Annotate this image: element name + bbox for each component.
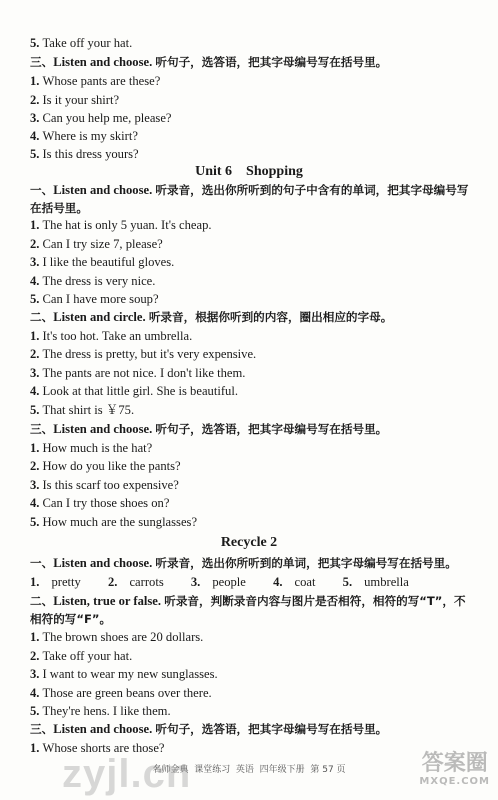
list-item: 3. Is this scarf too expensive? <box>30 478 179 492</box>
section-heading: 三、Listen and choose. 听句子，选答语，把其字母编号写在括号里。 <box>30 55 388 69</box>
list-item: 5. That shirt is ￥75. <box>30 403 135 417</box>
list-item: 2. Can I try size 7, please? <box>30 237 163 251</box>
page-footer: 名师金典 课堂练习 英语 四年级下册 第 57 页 <box>152 765 346 775</box>
list-item: 1. Whose pants are these? <box>30 74 161 88</box>
list-item: 1. How much is the hat? <box>30 441 153 455</box>
list-item: 5. How much are the sunglasses? <box>30 515 198 529</box>
list-item: 4. Those are green beans over there. <box>30 686 212 700</box>
section-heading: 一、Listen and choose. 听录音，选出你所听到的句子中含有的单词，把其字母编号写在括号里。 <box>30 183 469 215</box>
option-item: 2. carrots <box>108 575 164 589</box>
section-heading: 三、Listen and choose. 听句子，选答语，把其字母编号写在括号里。 <box>30 422 388 436</box>
list-item: 5. Take off your hat. <box>30 36 133 50</box>
list-item: 5. Is this dress yours? <box>30 147 139 161</box>
section-heading: 二、Listen and circle. 听录音，根据你听到的内容，圈出相应的字母。 <box>30 310 393 324</box>
word-options <box>30 575 476 590</box>
list-item: 3. Can you help me, please? <box>30 111 172 125</box>
section-heading: 三、Listen and choose. 听句子，选答语，把其字母编号写在括号里。 <box>30 722 388 736</box>
list-item: 3. The pants are not nice. I don't like them. <box>30 366 246 380</box>
option-item: 3. people <box>190 575 246 589</box>
list-item: 1. The brown shoes are 20 dollars. <box>30 630 204 644</box>
list-item: 2. Is it your shirt? <box>30 93 120 107</box>
watermark-mxqe: 答案圈 MXQE.COM <box>419 751 490 787</box>
list-item: 5. Can I have more soup? <box>30 292 159 306</box>
section-heading: 二、Listen, true or false. 听录音，判断录音内容与图片是否相符，相符的写“T”，不相符的写“F”。 <box>30 594 466 626</box>
list-item: 1. Whose shorts are those? <box>30 741 165 755</box>
list-item: 5. They're hens. I like them. <box>30 704 171 718</box>
list-item: 1. The hat is only 5 yuan. It's cheap. <box>30 218 212 232</box>
watermark-zyjl: zyjl.cn <box>62 752 192 796</box>
recycle-title: Recycle 2 <box>220 535 278 550</box>
list-item: 4. Look at that little girl. She is beautiful. <box>30 384 238 398</box>
option-item: 4. coat <box>273 575 316 589</box>
list-item: 3. I like the beautiful gloves. <box>30 255 175 269</box>
unit-title: Unit 6 Shopping <box>195 164 303 179</box>
list-item: 2. Take off your hat. <box>30 649 133 663</box>
list-item: 1. It's too hot. Take an umbrella. <box>30 329 193 343</box>
list-item: 4. Can I try those shoes on? <box>30 496 170 510</box>
list-item: 2. How do you like the pants? <box>30 459 181 473</box>
option-item: 5. umbrella <box>342 575 409 589</box>
list-item: 4. The dress is very nice. <box>30 274 156 288</box>
list-item: 2. The dress is pretty, but it's very expensive. <box>30 347 257 361</box>
section-heading: 一、Listen and choose. 听录音，选出你所听到的单词，把其字母编号写在括号里。 <box>30 556 457 570</box>
list-item: 4. Where is my skirt? <box>30 129 138 143</box>
option-item: 1. pretty <box>30 575 81 589</box>
list-item: 3. I want to wear my new sunglasses. <box>30 667 218 681</box>
